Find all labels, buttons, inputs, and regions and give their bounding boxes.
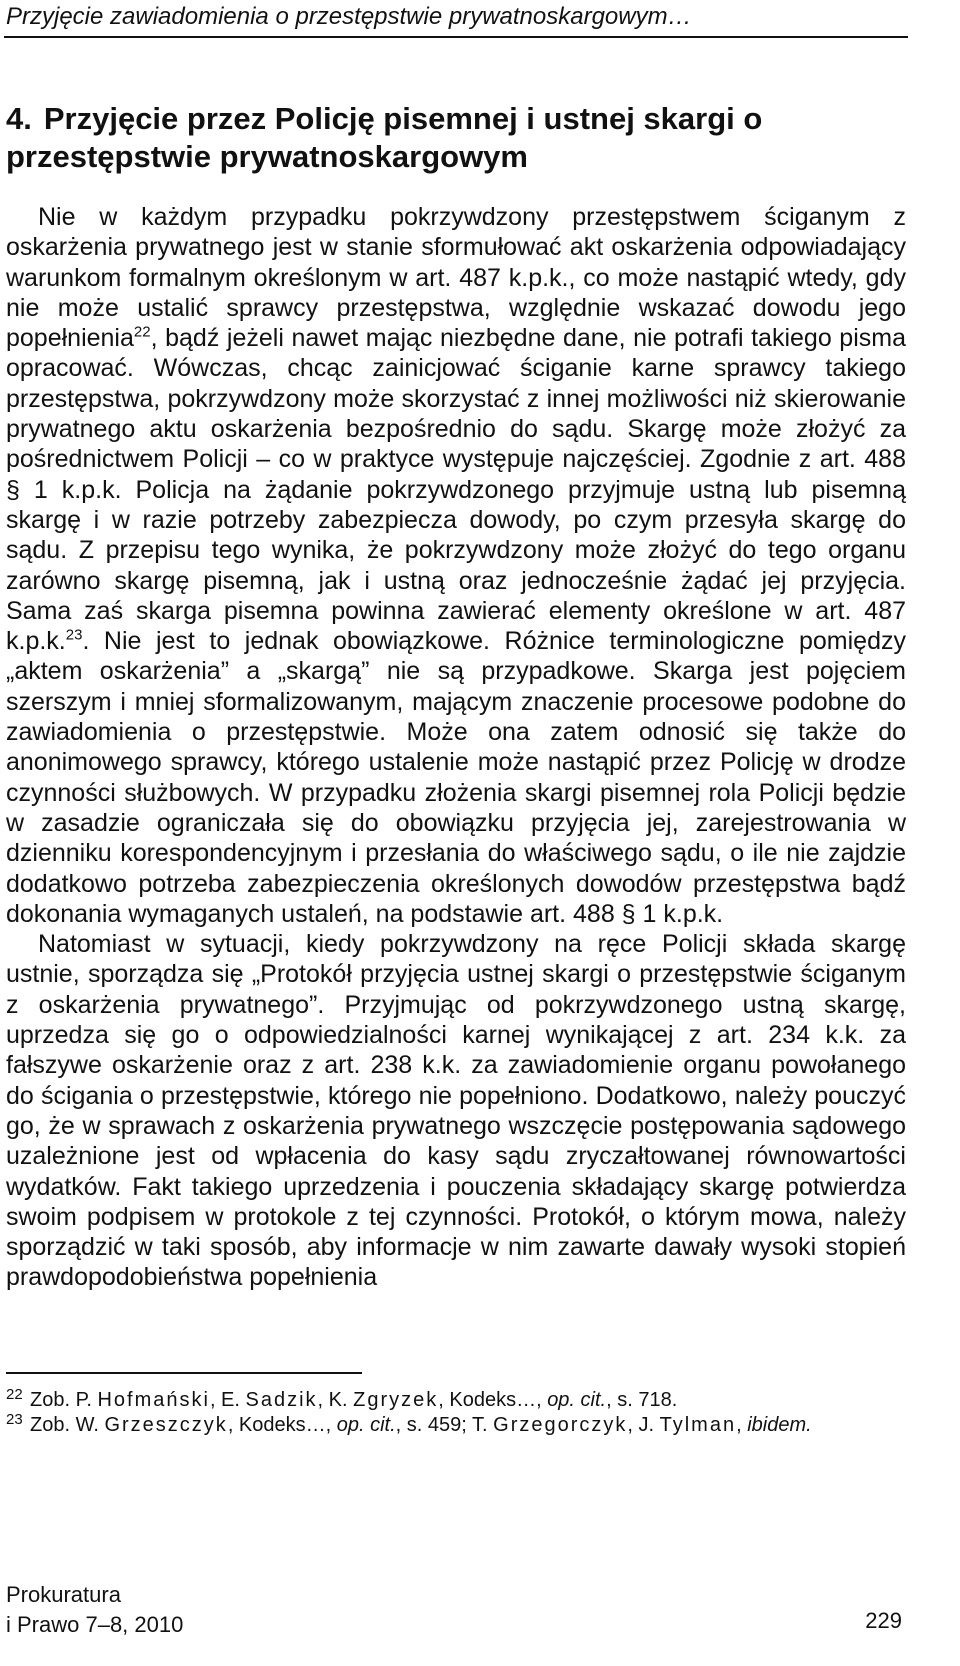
footnote-ref[interactable]: 23 [65,626,83,644]
section-title: Przyjęcie przez Policję pisemnej i ustnej skargi o przestępstwie prywatnoskargowym [6,101,763,174]
paragraph-text: . Nie jest to jednak obowiązkowe. Różnice terminologiczne pomiędzy „aktem oskarżenia” a „skargą” nie są przypadkowe. Skarga jest pojęciem szerszym i mniej sformalizowanym, mającym znaczenie procesowe podobne do zawiadomienia o przestępstwie. Może ona zatem odnosić się także do anonimowego sprawcy, którego ustalenie może nastąpić przez Policję w drodze czynności służbowych. W przypadku złożenia skargi pisemnej rola Policji będzie w zasadzie ograniczała się do obowiązku przyjęcia jej, zarejestrowania w dzienniku korespondencyjnym i przesłania do właściwego sądu, o ile nie zajdzie dodatkowo potrzeba zabezpieczenia określonych dowodów przestępstwa bądź dokonania wymaganych ustaleń, na podstawie art. 488 § 1 k.p.k. [6,627,906,928]
paragraph-text: , bądź jeżeli nawet mając niezbędne dane, nie potrafi takiego pisma opracować. Wówczas, chcąc zainicjować ściganie karne sprawcy takiego przestępstwa, pokrzywdzony może skorzystać z innej możliwości niż skierowanie prywatnego aktu oskarżenia bezpośrednio do sądu. Skargę może złożyć za pośrednictwem Policji – co w praktyce występuje najczęściej. Zgodnie z art. 488 § 1 k.p.k. Policja na żądanie pokrzywdzonego przyjmuje ustną lub pisemną skargę i w razie potrzeby zabezpiecza dowody, po czym przesyła skargę do sądu. Z przepisu tego wynika, że pokrzywdzony może złożyć do tego organu zarówno skargę pisemną, jak i ustną oraz jednocześnie żądać jej przyjęcia. Sama zaś skarga pisemna powinna zawierać elementy określone w art. 487 k.p.k. [6,324,906,656]
footnote-ref[interactable]: 22 [133,323,151,341]
body-text [6,202,906,1293]
footnote-op-cit: op. cit. [547,1389,607,1411]
paragraph-text: Natomiast w sytuacji, kiedy pokrzywdzony na ręce Policji składa skargę ustnie, sporządza się „Protokół przyjęcia ustnej skargi o przestępstwie ściganym z oskarżenia prywatnego”. Przyjmując od pokrzywdzonego ustną skargę, uprzedza się go o odpowiedzialności karnej wynikającej z art. 234 k.k. za fałszywe oskarżenie oraz z art. 238 k.k. za zawiadomienie organu powołanego do ścigania o przestępstwie, którego nie popełniono. Dodatkowo, należy pouczyć go, że w sprawach z oskarżenia prywatnego wszczęcie postępowania sądowego uzależnione jest od wpłacenia do kasy sądu zryczałtowanej równowartości wydatków. Fakt takiego uprzedzenia i pouczenia składający skargę potwierdza swoim podpisem w protokole z tej czynności. Protokół, o którym mowa, należy sporządzić w taki sposób, aby informacje w nim zawarte dawały wysoki stopień prawdopodobieństwa popełnienia [6,930,906,1292]
footnote-author: Tylman [659,1414,737,1436]
footnote-number: 22 [6,1386,23,1403]
footer-journal [6,1580,183,1640]
paragraph [6,929,906,1293]
footnote-text: , J. [627,1414,660,1436]
footnote-text: , Kodeks…, [438,1389,548,1411]
section-heading [6,100,906,176]
header-rule [4,36,908,38]
footnote-author: Sadzik [245,1389,318,1411]
paragraph-text: Nie w każdym przypadku pokrzywdzony przestępstwem ściganym z oskarżenia prywatnego jest w stanie sformułować akt oskarżenia odpowiadający warunkom formalnym określonym w art. 487 k.p.k., co może nastąpić wtedy, gdy nie może ustalić sprawcy przestępstwa, względnie wskazać dowodu jego popełnienia [6,203,906,353]
paragraph [6,202,906,929]
footnote-text: , Kodeks…, [227,1414,337,1436]
footnotes [6,1388,906,1438]
footnote-op-cit: op. cit. [336,1414,396,1436]
footnote-author: Grzegorczyk [493,1414,628,1436]
footnote-text: , s. 718. [606,1389,678,1411]
footnote-author: Grzeszczyk [104,1414,228,1436]
footnote-number: 23 [6,1411,23,1428]
footnote-separator [6,1372,362,1374]
footnote [6,1413,906,1438]
footnote-text: Zob. W. [30,1414,105,1436]
footnote-text: , K. [317,1389,354,1411]
footnote-text: , E. [209,1389,246,1411]
footnote-author: Hofmański [97,1389,210,1411]
running-head: Przyjęcie zawiadomienia o przestępstwie prywatnoskargowym… [6,3,692,30]
footnote-text: , [736,1414,748,1436]
page-number: 229 [865,1608,902,1633]
footnote-text: , s. 459; T. [395,1414,494,1436]
footnote [6,1388,906,1413]
journal-name: Prokuratura [6,1582,121,1607]
section-number: 4. [6,101,32,136]
footnote-text: Zob. P. [30,1389,98,1411]
footnote-ibidem: ibidem. [747,1414,812,1436]
journal-issue: i Prawo 7–8, 2010 [6,1612,184,1637]
footnote-author: Zgryzek [353,1389,439,1411]
